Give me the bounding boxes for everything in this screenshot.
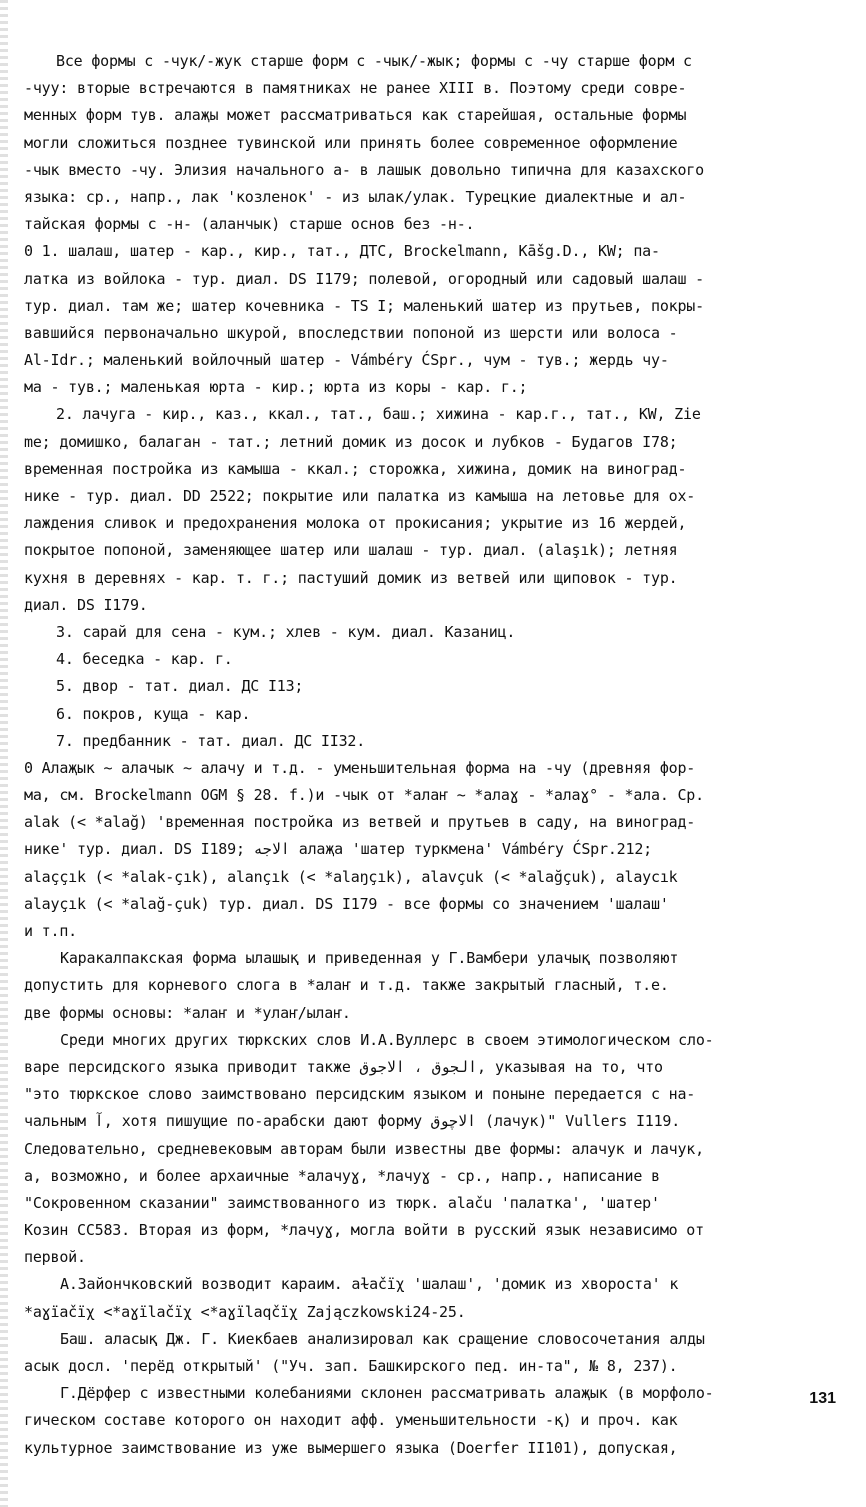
text-line: ма - тув.; маленькая юрта - кир.; юрта из коры - кар. г.; [24,378,528,397]
text-line: -чык вместо -чу. Элизия начального а- в лашык довольно типична для казахского [24,160,704,179]
text-line: гическом составе которого он находит афф. уменьшительности -қ) и проч. как [24,1411,678,1430]
text-line: alaççık (< *alak-çık), alançık (< *alaŋçık), alavçuk (< *alağçuk), alaycık [24,867,678,886]
text-line: 6. покров, куща - кар. [56,704,251,723]
text-line: Все формы с -чук/-жук старше форм с -чык/-жык; формы с -чу старше форм с [56,52,692,70]
text-line: нике' тур. диал. DS I189; الاجه алаҗа 'шатер туркмена' Vámbéry ĆSpr.212; [24,840,652,859]
text-line: латка из войлока - тур. диал. DS I179; полевой, огородный или садовый шалаш - [24,269,704,288]
text-line: менных форм тув. алаҗы может рассматриваться как старейшая, остальные формы [24,106,687,125]
text-line: Следовательно, средневековым авторам были известны две формы: алачук и лачук, [24,1139,704,1158]
text-line: временная постройка из камыша - ккал.; сторожка, хижина, домик на виноград- [24,459,687,478]
page-number: 131 [809,1390,836,1407]
text-line: асык досл. 'перёд открытый' ("Уч. зап. Башкирского пед. ин-та", № 8, 237). [24,1357,678,1375]
text-line: 0 Алаҗык ~ алачык ~ алачу и т.д. - уменьшительная форма на -чу (древняя фор- [24,758,696,777]
text-line: тур. диал. там же; шатер кочевника - TS I; маленький шатер из прутьев, покры- [24,296,704,315]
text-line: покрытое попоной, заменяющее шатер или шалаш - тур. диал. (alaşık); летняя [24,541,678,560]
text-line: первой. [24,1248,86,1267]
text-line: а, возможно, и более архаичные *алачуɣ, *лачуɣ - ср., напр., написание в [24,1166,660,1185]
text-line: могли сложиться позднее тувинской или принять более современное оформление [24,133,678,152]
text-line: лаждения сливок и предохранения молока от прокисания; укрытие из 16 жердей, [24,514,687,533]
text-line: варе персидского языка приводит также الجوق ، الاجوق, указывая на то, что [24,1057,663,1076]
text-line: вавшийся первоначально шкурой, впоследствии попоной из шерсти или волоса - [24,323,678,342]
text-line: 7. предбанник - тат. диал. ДС II32. [56,731,366,750]
text-line: А.Зайончковский возводит караим. aɫačïχ 'шалаш', 'домик из хвороста' к [60,1275,679,1294]
text-line: языка: ср., напр., лак 'козленок' - из ылак/улак. Турецкие диалектные и ал- [24,187,687,206]
text-line: две формы основы: *алаҥ и *улаҥ/ылаҥ. [24,1003,351,1022]
text-line: 3. сарай для сена - кум.; хлев - кум. диал. Казаниц. [56,622,516,641]
text-line: 5. двор - тат. диал. ДС I13; [56,677,304,696]
text-line: Среди многих других тюркских слов И.А.Вуллерс в своем этимологическом сло- [60,1030,714,1049]
text-line: 4. беседка - кар. г. [56,650,233,669]
text-line: культурное заимствование из уже вымершего языка (Doerfer II101), допуская, [24,1438,678,1457]
text-line: допустить для корневого слога в *алаҥ и т.д. также закрытый гласный, т.е. [24,976,669,995]
text-line: и т.п. [24,922,77,940]
text-line: Баш. аласық Дж. Г. Киекбаев анализировал как сращение словосочетания алды [60,1329,705,1348]
text-line: ма, см. Brockelmann OGM § 28. f.)и -чык от *алаҥ ~ *алаɣ - *алаɣ° - *ала. Ср. [24,786,704,805]
text-line: me; домишко, балаган - тат.; летний домик из досок и лубков - Будагов I78; [24,432,678,451]
text-line: "Сокровенном сказании" заимствованного из тюрк. alaču 'палатка', 'шатер' [24,1193,660,1212]
text-line: диал. DS I179. [24,595,148,614]
text-line: Г.Дёрфер с известными колебаниями склонен рассматривать алаҗык (в морфоло- [60,1384,714,1403]
text-line: -чуу: вторые встречаются в памятниках не ранее XIII в. Поэтому среди совре- [24,79,687,98]
text-line: Al-Idr.; маленький войлочный шатер - Vámbéry ĆSpr., чум - тув.; жердь чу- [24,351,669,370]
text-line: Козин СС583. Вторая из форм, *лачуɣ, могла войти в русский язык независимо от [24,1221,704,1240]
text-line: чальным آ, хотя пишущие по-арабски дают форму الاچوق (лачук)" Vullers I119. [24,1112,681,1131]
text-line: 0 1. шалаш, шатер - кар., кир., тат., ДТС, Brockelmann, Kāšg.D., KW; па- [24,242,660,261]
text-line: кухня в деревнях - кар. т. г.; пастуший домик из ветвей или щиповок - тур. [24,568,678,587]
text-line: 2. лачуга - кир., каз., ккал., тат., баш.; хижина - кар.г., тат., KW, Zie [56,405,701,424]
text-line: тайская формы с -н- (аланчык) старше основ без -н-. [24,215,475,234]
text-line: alak (< *alağ) 'временная постройка из ветвей и прутьев в саду, на виноград- [24,813,696,832]
text-line: "это тюркское слово заимствовано персидским языком и поныне передается с на- [24,1085,696,1104]
text-line: Каракалпакская форма ылашық и приведенная у Г.Вамбери улачық позволяют [60,949,679,968]
text-line: нике - тур. диал. DD 2522; покрытие или палатка из камыша на летовье для ох- [24,487,696,505]
text-line: *aɣïačïχ <*aɣïlačïχ <*aɣïlaqčïχ Zajączkowski24-25. [24,1302,466,1321]
text-line: alayçık (< *alağ-çuk) тур. диал. DS I179 - все формы со значением 'шалаш' [24,894,669,913]
